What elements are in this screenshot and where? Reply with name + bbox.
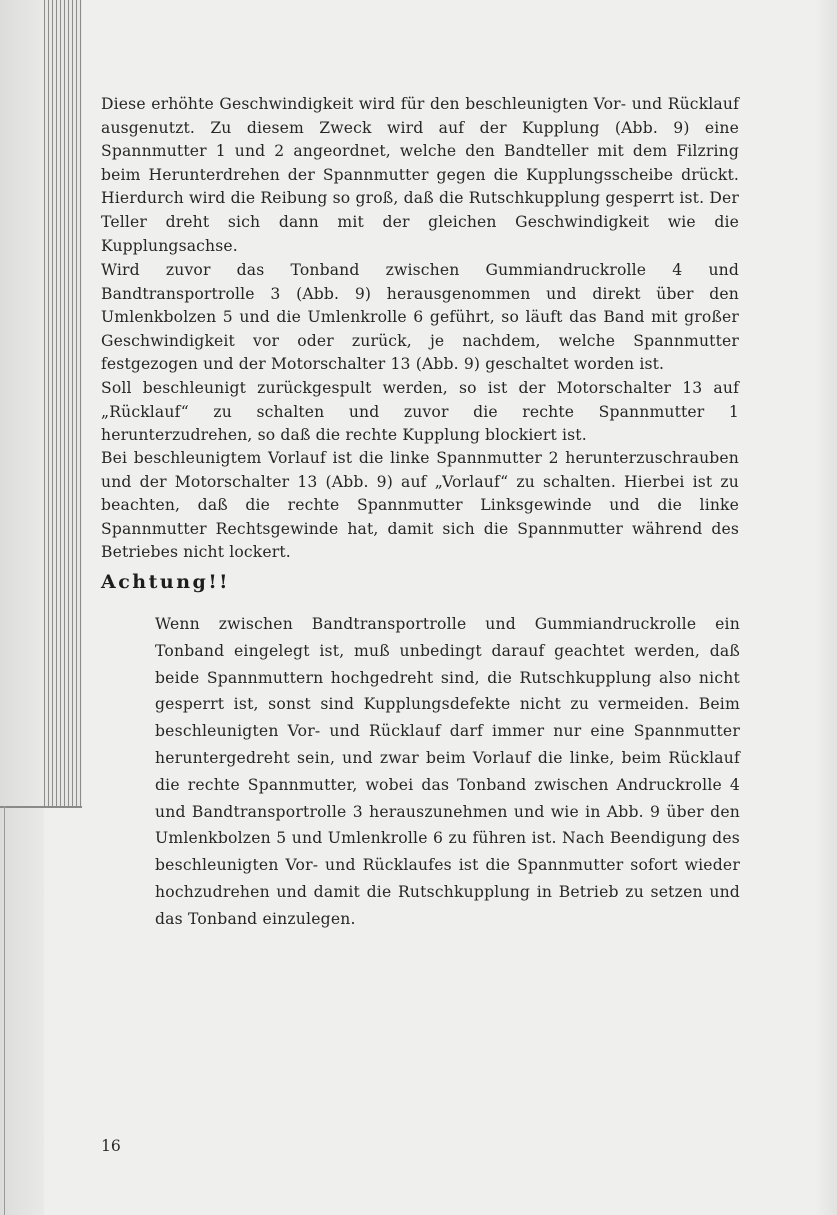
paragraph-speed-usage — [101, 93, 739, 258]
paragraph-forward-run — [101, 447, 739, 565]
page-stack-bottom-edge — [0, 806, 82, 808]
paragraph-band-removal — [101, 259, 739, 448]
page-right-shade — [815, 0, 837, 1215]
paragraph-text: Soll beschleunigt zurückgespult werden, so ist der Motorschalter 13 auf „Rücklauf“ zu schalten und zuvor die rechte Spannmutter 1 herunterzudrehen, so daß die rechte Kupplung blockiert ist. — [101, 378, 739, 445]
warning-heading: Achtung!! — [101, 571, 230, 593]
paragraph-text: Wird zuvor das Tonband zwischen Gummiandruckrolle 4 und Bandtransportrolle 3 (Abb. 9) herausgenommen und direkt über den Umlenkbolzen 5 und die Umlenkrolle 6 geführt, so läuft das Band mit großer Geschwindigkeit vor oder zurück, je nachdem, welche Spannmutter festgezogen und der Motorschalter 13 (Abb. 9) geschaltet worden ist. — [101, 261, 739, 374]
page-number: 16 — [101, 1137, 121, 1155]
page-stack-lower-line — [4, 806, 5, 1215]
paragraph-text: Bei beschleunigtem Vorlauf ist die linke Spannmutter 2 herunterzuschrauben und der Motorschalter 13 (Abb. 9) auf „Vorlauf“ zu schalten. Hierbei ist zu beachten, daß die rechte Spannmutter Linksgewinde und die linke Spannmutter Rechtsgewinde hat, damit sich die Spannmutter während des Betriebes nicht lockert. — [101, 449, 739, 562]
warning-note — [155, 611, 740, 933]
warning-note-text: Wenn zwischen Bandtransportrolle und Gummiandruckrolle ein Tonband eingelegt ist, muß unbedingt darauf geachtet werden, daß beide Spannmuttern hochgedreht sind, die Rutschkupplung also nicht gesperrt ist, sonst sind Kupplungsdefekte nicht zu vermeiden. Beim beschleunigten Vor- und Rücklauf darf immer nur eine Spannmutter heruntergedreht sein, und zwar beim Vorlauf die linke, beim Rücklauf die rechte Spannmutter, wobei das Tonband zwischen Andruckrolle 4 und Bandtransportrolle 3 herauszunehmen und wie in Abb. 9 über den Umlenkbolzen 5 und Umlenkrolle 6 zu führen ist. Nach Beendigung des beschleunigten Vor- und Rücklaufes ist die Spannmutter sofort wieder hochzudrehen und damit die Rutschkupplung in Betrieb zu setzen und das Tonband einzulegen. — [155, 615, 740, 928]
page-stack-shadow — [0, 0, 44, 1215]
paragraph-text: Diese erhöhte Geschwindigkeit wird für den beschleunigten Vor- und Rücklauf ausgenutzt. Zu diesem Zweck wird auf der Kupplung (Abb. 9) eine Spannmutter 1 und 2 angeordnet, welche den Bandteller mit dem Filzring beim Herunterdrehen der Spannmutter gegen die Kupplungsscheibe drückt. Hierdurch wird die Reibung so groß, daß die Rutschkupplung gesperrt ist. Der Teller dreht sich dann mit der gleichen Geschwindigkeit wie die Kupplungsachse. — [101, 95, 739, 255]
page-stack-edges — [44, 0, 82, 808]
